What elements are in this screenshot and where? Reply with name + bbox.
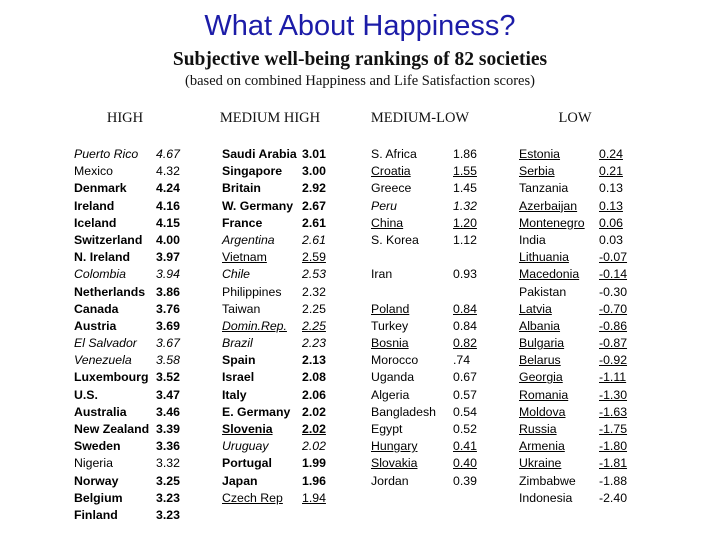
ranking-row: [74, 146, 204, 163]
country-name: New Zealand: [74, 422, 150, 436]
score-value: 1.94: [302, 490, 326, 505]
ranking-row: [74, 266, 204, 283]
ranking-row: [74, 301, 204, 318]
score-value: 2.61: [302, 232, 326, 247]
country-name: Canada: [74, 301, 119, 316]
score-value: -2.40: [599, 490, 628, 505]
ranking-row: [371, 249, 491, 266]
country-name: N. Ireland: [74, 250, 131, 265]
country-name: Sweden: [74, 439, 121, 454]
score-value: 0.13: [599, 181, 623, 196]
score-value: 0.13: [599, 198, 623, 213]
score-value: 2.08: [302, 370, 326, 385]
ranking-row: [371, 266, 491, 283]
country-name: E. Germany: [222, 404, 291, 419]
country-name: Moldova: [519, 404, 566, 419]
ranking-row: [222, 232, 342, 249]
country-name: U.S.: [74, 387, 98, 402]
score-value: 1.86: [453, 147, 477, 161]
score-value: 4.15: [156, 215, 180, 230]
ranking-row: [74, 421, 204, 438]
ranking-row: [519, 198, 659, 215]
ranking-row: [371, 284, 491, 301]
country-name: Morocco: [371, 353, 419, 368]
ranking-row: [371, 421, 491, 438]
score-value: 3.97: [156, 250, 180, 265]
ranking-row: [222, 163, 342, 180]
country-name: Romania: [519, 387, 569, 402]
score-value: 0.21: [599, 164, 623, 179]
ranking-row: [371, 404, 491, 421]
score-value: 2.25: [302, 318, 326, 333]
ranking-row: [74, 473, 204, 490]
country-name: Armenia: [519, 439, 565, 454]
ranking-row: [74, 352, 204, 369]
ranking-row: [222, 404, 342, 421]
ranking-row: [371, 335, 491, 352]
ranking-row: [222, 249, 342, 266]
score-value: 4.00: [156, 232, 180, 247]
ranking-row: [371, 163, 491, 180]
score-value: 2.13: [302, 353, 326, 368]
column-header-high: HIGH: [106, 110, 144, 126]
country-name: Bulgaria: [519, 336, 565, 351]
ranking-row: [371, 146, 491, 163]
ranking-row: [222, 284, 342, 301]
score-value: -0.86: [599, 318, 628, 333]
country-name: Slovenia: [222, 422, 273, 436]
ranking-row: [222, 146, 342, 163]
ranking-row: [519, 421, 659, 438]
country-name: Norway: [74, 473, 119, 488]
country-name: Turkey: [371, 318, 409, 333]
ranking-row: [222, 352, 342, 369]
country-name: Zimbabwe: [519, 473, 576, 488]
country-name: Puerto Rico: [74, 147, 139, 161]
score-value: 2.61: [302, 215, 326, 230]
ranking-row: [519, 215, 659, 232]
country-name: Colombia: [74, 267, 126, 282]
score-value: 0.57: [453, 387, 477, 402]
ranking-row: [222, 490, 342, 507]
ranking-row: [222, 318, 342, 335]
country-name: Venezuela: [74, 353, 132, 368]
score-value: 2.23: [302, 336, 326, 351]
country-name: Bosnia: [371, 336, 409, 351]
score-value: 0.52: [453, 422, 477, 436]
score-value: 3.47: [156, 387, 180, 402]
score-value: 2.02: [302, 439, 326, 454]
country-name: Domin.Rep.: [222, 318, 287, 333]
country-name: Netherlands: [74, 284, 146, 299]
ranking-row: [74, 232, 204, 249]
ranking-row: [222, 335, 342, 352]
country-name: Ireland: [74, 198, 115, 213]
ranking-row: [519, 249, 659, 266]
ranking-row: [74, 438, 204, 455]
score-value: 3.32: [156, 456, 180, 471]
score-value: 2.25: [302, 301, 326, 316]
country-name: Serbia: [519, 164, 555, 179]
ranking-row: [519, 352, 659, 369]
score-value: 3.52: [156, 370, 180, 385]
ranking-row: [371, 455, 491, 472]
ranking-row: [371, 232, 491, 249]
country-name: Saudi Arabia: [222, 147, 297, 161]
score-value: 0.06: [599, 215, 623, 230]
ranking-row: [74, 198, 204, 215]
score-value: 2.02: [302, 404, 326, 419]
country-name: Taiwan: [222, 301, 261, 316]
score-value: -1.63: [599, 404, 628, 419]
ranking-row: [74, 284, 204, 301]
score-value: 2.67: [302, 198, 326, 213]
score-value: 4.32: [156, 164, 180, 179]
ranking-row: [519, 232, 659, 249]
ranking-row: [222, 215, 342, 232]
score-value: -0.30: [599, 284, 628, 299]
ranking-row: [519, 266, 659, 283]
score-value: 2.02: [302, 422, 326, 436]
country-name: Russia: [519, 422, 557, 436]
country-name: Iceland: [74, 215, 117, 230]
country-name: Indonesia: [519, 490, 573, 505]
country-name: Australia: [74, 404, 127, 419]
country-name: Argentina: [222, 232, 275, 247]
country-name: Ukraine: [519, 456, 562, 471]
ranking-row: [371, 473, 491, 490]
ranking-row: [222, 455, 342, 472]
ranking-row: [371, 198, 491, 215]
country-name: Azerbaijan: [519, 198, 578, 213]
country-name: Montenegro: [519, 215, 585, 230]
country-name: Italy: [222, 387, 247, 402]
country-name: Estonia: [519, 147, 561, 161]
ranking-row: [519, 473, 659, 490]
score-value: 3.94: [156, 267, 180, 282]
score-value: 1.55: [453, 164, 477, 179]
score-value: -1.81: [599, 456, 628, 471]
country-name: Portugal: [222, 456, 272, 471]
table-subtitle: (based on combined Happiness and Life Satisfaction scores): [185, 73, 535, 89]
score-value: 4.16: [156, 198, 180, 213]
score-value: 0.39: [453, 473, 477, 488]
ranking-row: [74, 369, 204, 386]
country-name: Croatia: [371, 164, 411, 179]
ranking-row: [74, 404, 204, 421]
ranking-row: [74, 318, 204, 335]
score-value: 0.24: [599, 147, 623, 161]
ranking-row: [519, 438, 659, 455]
country-name: Belgium: [74, 490, 123, 505]
ranking-row: [519, 455, 659, 472]
column-header-medium-low: MEDIUM-LOW: [370, 110, 470, 126]
country-name: Macedonia: [519, 267, 580, 282]
country-name: China: [371, 215, 404, 230]
score-value: -0.07: [599, 250, 628, 265]
country-name: Egypt: [371, 422, 403, 436]
country-name: France: [222, 215, 263, 230]
score-value: .74: [453, 353, 471, 368]
ranking-row: [222, 438, 342, 455]
score-value: 0.54: [453, 404, 477, 419]
score-value: 3.25: [156, 473, 180, 488]
score-value: 3.86: [156, 284, 180, 299]
country-name: Finland: [74, 507, 118, 522]
score-value: -1.80: [599, 439, 628, 454]
ranking-row: [519, 146, 659, 163]
column-medium-high: [222, 146, 342, 507]
score-value: 4.67: [156, 147, 180, 161]
score-value: 1.32: [453, 198, 477, 213]
country-name: Belarus: [519, 353, 561, 368]
score-value: 2.59: [302, 250, 326, 265]
country-name: Brazil: [222, 336, 253, 351]
country-name: S. Korea: [371, 232, 419, 247]
ranking-row: [371, 387, 491, 404]
ranking-row: [519, 163, 659, 180]
ranking-row: [519, 404, 659, 421]
column-header-medium-high: MEDIUM HIGH: [219, 110, 321, 126]
ranking-row: [74, 387, 204, 404]
country-name: Hungary: [371, 439, 418, 454]
country-name: India: [519, 232, 546, 247]
ranking-row: [519, 387, 659, 404]
column-header-low: LOW: [558, 110, 592, 126]
ranking-row: [519, 180, 659, 197]
ranking-row: [74, 507, 204, 524]
country-name: Philippines: [222, 284, 282, 299]
score-value: 1.12: [453, 232, 477, 247]
score-value: 3.00: [302, 164, 326, 179]
country-name: Denmark: [74, 181, 127, 196]
ranking-row: [222, 301, 342, 318]
score-value: 0.40: [453, 456, 477, 471]
ranking-row: [74, 249, 204, 266]
country-name: Peru: [371, 198, 397, 213]
country-name: S. Africa: [371, 147, 417, 161]
score-value: 3.69: [156, 318, 180, 333]
score-value: 0.67: [453, 370, 477, 385]
country-name: Switzerland: [74, 232, 143, 247]
column-low: [519, 146, 659, 507]
score-value: 3.23: [156, 507, 180, 522]
score-value: -1.30: [599, 387, 628, 402]
score-value: 3.67: [156, 336, 180, 351]
country-name: Britain: [222, 181, 261, 196]
score-value: 0.03: [599, 232, 623, 247]
country-name: W. Germany: [222, 198, 294, 213]
score-value: 1.20: [453, 215, 477, 230]
ranking-row: [371, 215, 491, 232]
country-name: Spain: [222, 353, 256, 368]
ranking-row: [371, 180, 491, 197]
ranking-row: [222, 180, 342, 197]
country-name: Uruguay: [222, 439, 269, 454]
score-value: 1.45: [453, 181, 477, 196]
score-value: 2.06: [302, 387, 326, 402]
score-value: 3.36: [156, 439, 180, 454]
ranking-row: [519, 335, 659, 352]
ranking-row: [519, 301, 659, 318]
country-name: Georgia: [519, 370, 563, 385]
score-value: -0.14: [599, 267, 628, 282]
score-value: 2.32: [302, 284, 326, 299]
score-value: 3.58: [156, 353, 180, 368]
score-value: 0.93: [453, 267, 477, 282]
score-value: 3.76: [156, 301, 180, 316]
score-value: 0.82: [453, 336, 477, 351]
score-value: 0.84: [453, 301, 477, 316]
country-name: Bangladesh: [371, 404, 436, 419]
score-value: -1.88: [599, 473, 628, 488]
slide-title: What About Happiness?: [204, 10, 516, 42]
ranking-row: [519, 369, 659, 386]
ranking-row: [371, 438, 491, 455]
country-name: Israel: [222, 370, 255, 385]
score-value: 0.41: [453, 439, 477, 454]
country-name: Mexico: [74, 164, 113, 179]
country-name: Austria: [74, 318, 117, 333]
ranking-row: [371, 301, 491, 318]
ranking-row: [74, 215, 204, 232]
ranking-row: [74, 180, 204, 197]
country-name: Vietnam: [222, 250, 267, 265]
ranking-row: [222, 266, 342, 283]
country-name: Iran: [371, 267, 393, 282]
score-value: 1.96: [302, 473, 326, 488]
ranking-row: [371, 318, 491, 335]
score-value: 0.84: [453, 318, 477, 333]
ranking-row: [222, 198, 342, 215]
ranking-row: [371, 369, 491, 386]
country-name: Latvia: [519, 301, 552, 316]
country-name: Chile: [222, 267, 251, 282]
score-value: 3.46: [156, 404, 180, 419]
column-high: [74, 146, 204, 524]
country-name: El Salvador: [74, 336, 137, 351]
ranking-row: [74, 163, 204, 180]
country-name: Algeria: [371, 387, 410, 402]
country-name: Nigeria: [74, 456, 113, 471]
country-name: Pakistan: [519, 284, 567, 299]
table-title: Subjective well-being rankings of 82 societies: [172, 49, 548, 70]
score-value: -0.92: [599, 353, 628, 368]
country-name: Greece: [371, 181, 412, 196]
country-name: Japan: [222, 473, 258, 488]
country-name: Singapore: [222, 164, 283, 179]
score-value: -0.70: [599, 301, 628, 316]
country-name: Albania: [519, 318, 561, 333]
ranking-row: [74, 490, 204, 507]
score-value: 2.92: [302, 181, 326, 196]
ranking-row: [519, 318, 659, 335]
ranking-row: [222, 421, 342, 438]
country-name: Uganda: [371, 370, 415, 385]
country-name: Czech Rep: [222, 490, 283, 505]
ranking-row: [222, 473, 342, 490]
ranking-row: [371, 352, 491, 369]
country-name: Poland: [371, 301, 410, 316]
ranking-row: [222, 369, 342, 386]
country-name: Lithuania: [519, 250, 569, 265]
ranking-row: [74, 455, 204, 472]
score-value: 3.23: [156, 490, 180, 505]
score-value: 2.53: [302, 267, 326, 282]
score-value: 3.01: [302, 147, 326, 161]
score-value: 4.24: [156, 181, 180, 196]
country-name: Jordan: [371, 473, 409, 488]
column-medium-low: [371, 146, 491, 490]
ranking-row: [74, 335, 204, 352]
country-name: Tanzania: [519, 181, 569, 196]
score-value: -1.11: [599, 370, 627, 385]
score-value: 1.99: [302, 456, 326, 471]
country-name: Luxembourg: [74, 370, 149, 385]
ranking-row: [222, 387, 342, 404]
score-value: 3.39: [156, 422, 180, 436]
score-value: -1.75: [599, 422, 628, 436]
ranking-row: [519, 284, 659, 301]
country-name: Slovakia: [371, 456, 418, 471]
ranking-row: [519, 490, 659, 507]
score-value: -0.87: [599, 336, 628, 351]
